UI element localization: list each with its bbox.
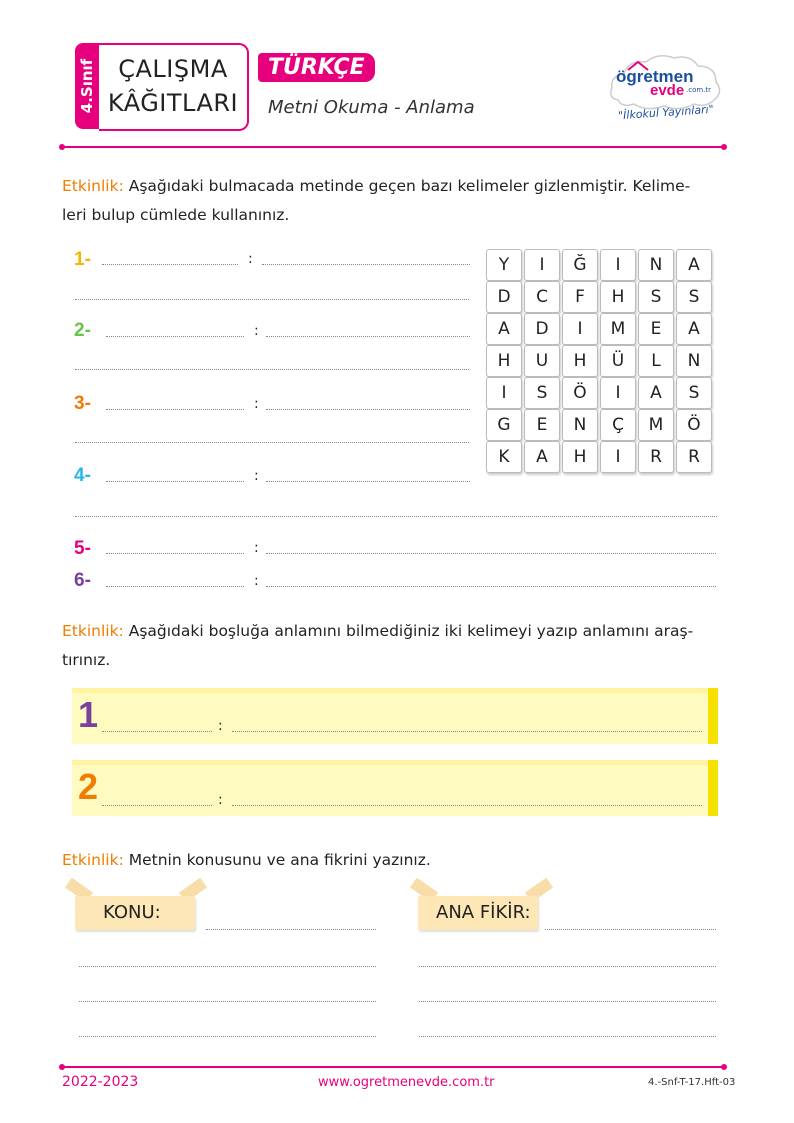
item-number-4: 4- bbox=[74, 465, 91, 486]
sentence-line-1b[interactable] bbox=[75, 299, 469, 300]
colon: : bbox=[254, 323, 259, 339]
title-line-1: ÇALIŞMA bbox=[118, 55, 228, 83]
sentence-line-2[interactable] bbox=[266, 336, 470, 337]
activity3-instruction bbox=[62, 846, 722, 875]
logo-domain: .com.tr bbox=[686, 86, 712, 94]
grid-cell: A bbox=[676, 249, 712, 281]
definition-bar-2 bbox=[72, 760, 718, 816]
grid-cell: Ç bbox=[600, 409, 636, 441]
grid-cell: H bbox=[486, 345, 522, 377]
grid-cell: Ü bbox=[600, 345, 636, 377]
word-line-1[interactable] bbox=[102, 264, 238, 265]
colon: : bbox=[254, 468, 259, 484]
word-line-6[interactable] bbox=[106, 586, 244, 587]
activity2-text-2: tırınız. bbox=[62, 651, 111, 669]
word-field-1[interactable] bbox=[102, 731, 212, 732]
grid-cell: A bbox=[638, 377, 674, 409]
activity-label: Etkinlik: bbox=[62, 177, 124, 195]
grid-cell: S bbox=[638, 281, 674, 313]
grid-cell: I bbox=[562, 313, 598, 345]
topic-title: Metni Okuma - Anlama bbox=[268, 97, 475, 118]
activity-label: Etkinlik: bbox=[62, 622, 124, 640]
grid-cell: E bbox=[638, 313, 674, 345]
item-number-1: 1- bbox=[74, 249, 91, 270]
publisher-logo bbox=[606, 50, 724, 124]
grade-label: 4.Sınıf bbox=[78, 58, 96, 114]
grid-cell: H bbox=[562, 345, 598, 377]
grid-cell: Ö bbox=[562, 377, 598, 409]
grid-cell: N bbox=[676, 345, 712, 377]
grid-cell: R bbox=[638, 441, 674, 473]
konu-tag bbox=[75, 896, 195, 930]
grid-cell: A bbox=[676, 313, 712, 345]
sentence-line-3b[interactable] bbox=[75, 442, 469, 443]
activity2-instruction bbox=[62, 617, 722, 675]
logo-text-2: evde bbox=[650, 82, 685, 99]
grid-cell: Ğ bbox=[562, 249, 598, 281]
grid-cell: S bbox=[524, 377, 560, 409]
activity1-instruction bbox=[62, 172, 722, 230]
konu-line-3[interactable] bbox=[79, 1001, 376, 1002]
activity1-text-1: Aşağıdaki bulmacada metinde geçen bazı kelimeler gizlenmiştir. Kelime- bbox=[128, 177, 691, 195]
header-divider bbox=[62, 146, 724, 148]
title-line-2: KÂĞITLARI bbox=[107, 89, 239, 117]
colon: : bbox=[218, 792, 223, 808]
colon: : bbox=[254, 540, 259, 556]
worksheet-title bbox=[99, 43, 249, 131]
grid-cell: F bbox=[562, 281, 598, 313]
ana-fikir-tag bbox=[418, 896, 538, 930]
grid-cell: H bbox=[562, 441, 598, 473]
grid-cell: C bbox=[524, 281, 560, 313]
grid-cell: D bbox=[524, 313, 560, 345]
footer-code: 4.-Snf-T-17.Hft-03 bbox=[648, 1077, 736, 1088]
sentence-line-6[interactable] bbox=[266, 586, 716, 587]
ana-fikir-line-2[interactable] bbox=[419, 966, 716, 967]
grid-cell: Y bbox=[486, 249, 522, 281]
ana-fikir-label: ANA FİKİR: bbox=[436, 902, 531, 923]
grid-cell: G bbox=[486, 409, 522, 441]
divider-dot bbox=[721, 1064, 727, 1070]
logo-tagline: "İlkokul Yayınları" bbox=[617, 102, 715, 123]
activity1-text-2: leri bulup cümlede kullanınız. bbox=[62, 206, 290, 224]
word-line-3[interactable] bbox=[106, 409, 244, 410]
grid-cell: D bbox=[486, 281, 522, 313]
footer-website[interactable]: www.ogretmenevde.com.tr bbox=[318, 1075, 495, 1090]
grid-cell: N bbox=[562, 409, 598, 441]
konu-line-2[interactable] bbox=[79, 966, 376, 967]
grid-cell: K bbox=[486, 441, 522, 473]
sentence-line-5[interactable] bbox=[266, 553, 716, 554]
item-number-3: 3- bbox=[74, 393, 91, 414]
sentence-line-2b[interactable] bbox=[75, 369, 469, 370]
meaning-field-2[interactable] bbox=[232, 805, 702, 806]
colon: : bbox=[254, 396, 259, 412]
footer-divider bbox=[62, 1066, 724, 1068]
ana-fikir-line-4[interactable] bbox=[419, 1036, 716, 1037]
word-field-2[interactable] bbox=[102, 805, 212, 806]
grid-cell: S bbox=[676, 281, 712, 313]
item-number-5: 5- bbox=[74, 538, 91, 559]
item-number-6: 6- bbox=[74, 570, 91, 591]
grid-cell: A bbox=[486, 313, 522, 345]
footer-year: 2022-2023 bbox=[62, 1074, 139, 1090]
ana-fikir-line-3[interactable] bbox=[419, 1001, 716, 1002]
grid-cell: H bbox=[600, 281, 636, 313]
grid-cell: U bbox=[524, 345, 560, 377]
subject-badge: TÜRKÇE bbox=[258, 53, 375, 82]
word-line-4[interactable] bbox=[106, 481, 244, 482]
definition-bar-1 bbox=[72, 688, 718, 744]
activity-label: Etkinlik: bbox=[62, 851, 124, 869]
row-number-1: 1 bbox=[78, 694, 99, 735]
konu-line-1[interactable] bbox=[206, 929, 376, 930]
activity2-text-1: Aşağıdaki boşluğa anlamını bilmediğiniz iki kelimeyi yazıp anlamını araş- bbox=[128, 622, 694, 640]
item-number-2: 2- bbox=[74, 320, 91, 341]
row-number-2: 2 bbox=[78, 766, 99, 807]
grid-cell: N bbox=[638, 249, 674, 281]
logo-text: ögretmen bbox=[616, 67, 694, 86]
colon: : bbox=[254, 573, 259, 589]
activity3-text: Metnin konusunu ve ana fikrini yazınız. bbox=[128, 851, 431, 869]
colon: : bbox=[218, 718, 223, 734]
word-line-2[interactable] bbox=[106, 336, 244, 337]
grid-cell: I bbox=[524, 249, 560, 281]
sentence-line-4b[interactable] bbox=[75, 516, 717, 517]
grid-cell: I bbox=[600, 249, 636, 281]
sentence-line-3[interactable] bbox=[266, 409, 470, 410]
grid-cell: S bbox=[676, 377, 712, 409]
grid-cell: M bbox=[638, 409, 674, 441]
divider-dot bbox=[721, 144, 727, 150]
konu-label: KONU: bbox=[103, 902, 161, 923]
ana-fikir-line-1[interactable] bbox=[545, 929, 716, 930]
colon: : bbox=[248, 251, 253, 267]
word-line-5[interactable] bbox=[106, 553, 244, 554]
meaning-field-1[interactable] bbox=[232, 731, 702, 732]
grid-cell: I bbox=[600, 441, 636, 473]
grid-cell: R bbox=[676, 441, 712, 473]
grid-cell: E bbox=[524, 409, 560, 441]
sentence-line-4[interactable] bbox=[266, 481, 470, 482]
grid-cell: Ö bbox=[676, 409, 712, 441]
grid-cell: M bbox=[600, 313, 636, 345]
grid-cell: I bbox=[600, 377, 636, 409]
grid-cell: I bbox=[486, 377, 522, 409]
sentence-line-1[interactable] bbox=[262, 264, 470, 265]
konu-line-4[interactable] bbox=[79, 1036, 376, 1037]
grid-cell: L bbox=[638, 345, 674, 377]
grid-cell: A bbox=[524, 441, 560, 473]
grade-tab bbox=[75, 43, 99, 129]
